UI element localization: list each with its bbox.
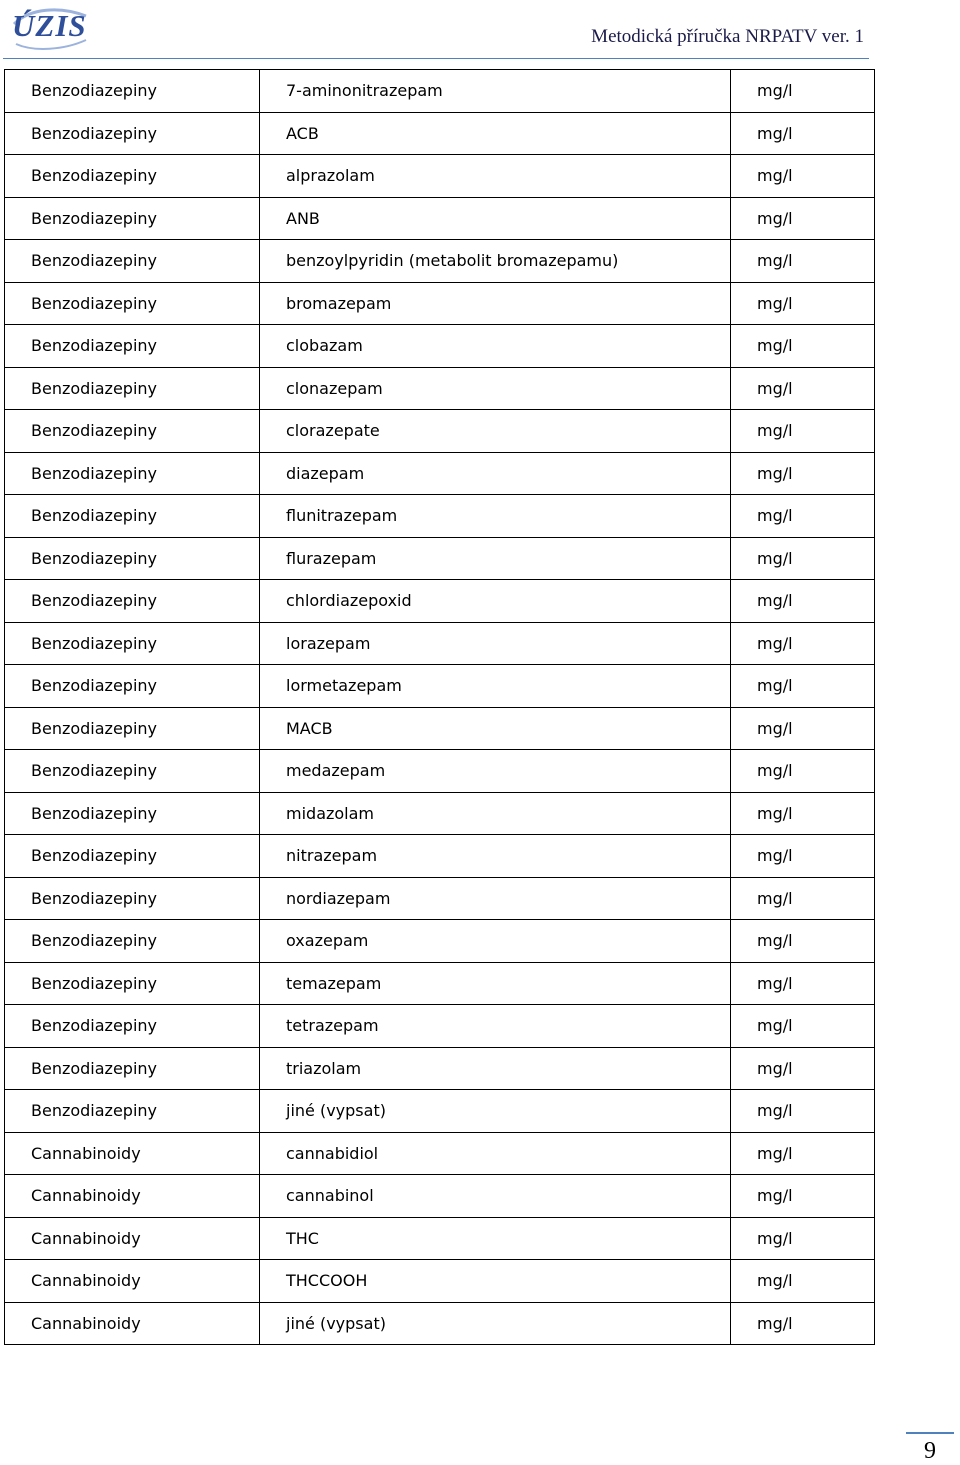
substance-name-cell: diazepam <box>260 452 731 495</box>
table-row <box>5 155 875 198</box>
substance-group-cell: Benzodiazepiny <box>5 665 260 708</box>
table-row <box>5 877 875 920</box>
unit-cell: mg/l <box>731 750 875 793</box>
table-row <box>5 707 875 750</box>
substance-group-cell: Benzodiazepiny <box>5 750 260 793</box>
unit-cell: mg/l <box>731 1302 875 1345</box>
substance-group-cell: Benzodiazepiny <box>5 622 260 665</box>
table-row <box>5 325 875 368</box>
unit-cell: mg/l <box>731 70 875 113</box>
table-row <box>5 580 875 623</box>
substance-name-cell: cannabinol <box>260 1175 731 1218</box>
unit-cell: mg/l <box>731 282 875 325</box>
substance-name-cell: temazepam <box>260 962 731 1005</box>
unit-cell: mg/l <box>731 112 875 155</box>
unit-cell: mg/l <box>731 1047 875 1090</box>
substance-name-cell: ANB <box>260 197 731 240</box>
table-row <box>5 537 875 580</box>
table-row <box>5 282 875 325</box>
substance-group-cell: Cannabinoidy <box>5 1217 260 1260</box>
substance-group-cell: Benzodiazepiny <box>5 962 260 1005</box>
page-header <box>0 0 960 66</box>
substance-name-cell: lormetazepam <box>260 665 731 708</box>
unit-cell: mg/l <box>731 155 875 198</box>
unit-cell: mg/l <box>731 1260 875 1303</box>
substance-group-cell: Benzodiazepiny <box>5 792 260 835</box>
substance-name-cell: lorazepam <box>260 622 731 665</box>
substance-group-cell: Benzodiazepiny <box>5 835 260 878</box>
substance-name-cell: jiné (vypsat) <box>260 1090 731 1133</box>
substance-group-cell: Benzodiazepiny <box>5 1047 260 1090</box>
substance-group-cell: Benzodiazepiny <box>5 877 260 920</box>
substance-group-cell: Benzodiazepiny <box>5 197 260 240</box>
table-row <box>5 920 875 963</box>
substance-group-cell: Benzodiazepiny <box>5 920 260 963</box>
table-row <box>5 70 875 113</box>
table-row <box>5 240 875 283</box>
substance-group-cell: Benzodiazepiny <box>5 452 260 495</box>
substance-group-cell: Benzodiazepiny <box>5 537 260 580</box>
unit-cell: mg/l <box>731 962 875 1005</box>
substance-name-cell: clorazepate <box>260 410 731 453</box>
substance-name-cell: flunitrazepam <box>260 495 731 538</box>
document-title: Metodická příručka NRPATV ver. 1 <box>591 26 864 47</box>
unit-cell: mg/l <box>731 877 875 920</box>
logo-text: ÚZIS <box>12 8 87 43</box>
header-divider <box>3 58 869 59</box>
substance-name-cell: benzoylpyridin (metabolit bromazepamu) <box>260 240 731 283</box>
unit-cell: mg/l <box>731 835 875 878</box>
substance-name-cell: nitrazepam <box>260 835 731 878</box>
substance-name-cell: triazolam <box>260 1047 731 1090</box>
table-row <box>5 1260 875 1303</box>
substance-group-cell: Cannabinoidy <box>5 1132 260 1175</box>
unit-cell: mg/l <box>731 1217 875 1260</box>
table-row <box>5 1302 875 1345</box>
table-row <box>5 197 875 240</box>
substance-name-cell: 7-aminonitrazepam <box>260 70 731 113</box>
table-row <box>5 962 875 1005</box>
unit-cell: mg/l <box>731 1005 875 1048</box>
unit-cell: mg/l <box>731 580 875 623</box>
substance-group-cell: Benzodiazepiny <box>5 1090 260 1133</box>
substance-group-cell: Benzodiazepiny <box>5 410 260 453</box>
substance-name-cell: alprazolam <box>260 155 731 198</box>
table-row <box>5 495 875 538</box>
substance-name-cell: tetrazepam <box>260 1005 731 1048</box>
substance-name-cell: medazepam <box>260 750 731 793</box>
table-row <box>5 1175 875 1218</box>
substance-group-cell: Benzodiazepiny <box>5 112 260 155</box>
substance-name-cell: nordiazepam <box>260 877 731 920</box>
substance-group-cell: Benzodiazepiny <box>5 367 260 410</box>
table-row <box>5 452 875 495</box>
unit-cell: mg/l <box>731 495 875 538</box>
unit-cell: mg/l <box>731 240 875 283</box>
substance-group-cell: Benzodiazepiny <box>5 282 260 325</box>
unit-cell: mg/l <box>731 920 875 963</box>
substance-group-cell: Benzodiazepiny <box>5 495 260 538</box>
table-row <box>5 410 875 453</box>
table-row <box>5 1090 875 1133</box>
table-row <box>5 367 875 410</box>
page-number: 9 <box>924 1438 936 1464</box>
substances-table <box>4 69 875 1345</box>
table-row <box>5 665 875 708</box>
substance-group-cell: Benzodiazepiny <box>5 1005 260 1048</box>
unit-cell: mg/l <box>731 197 875 240</box>
unit-cell: mg/l <box>731 622 875 665</box>
unit-cell: mg/l <box>731 452 875 495</box>
substance-group-cell: Benzodiazepiny <box>5 240 260 283</box>
substance-name-cell: bromazepam <box>260 282 731 325</box>
unit-cell: mg/l <box>731 707 875 750</box>
substance-group-cell: Benzodiazepiny <box>5 707 260 750</box>
substance-name-cell: clobazam <box>260 325 731 368</box>
substance-group-cell: Benzodiazepiny <box>5 580 260 623</box>
substance-group-cell: Benzodiazepiny <box>5 70 260 113</box>
substance-name-cell: oxazepam <box>260 920 731 963</box>
substance-group-cell: Cannabinoidy <box>5 1175 260 1218</box>
table-row <box>5 1217 875 1260</box>
substance-name-cell: midazolam <box>260 792 731 835</box>
table-row <box>5 792 875 835</box>
substance-name-cell: THCCOOH <box>260 1260 731 1303</box>
substance-name-cell: ACB <box>260 112 731 155</box>
substance-name-cell: MACB <box>260 707 731 750</box>
unit-cell: mg/l <box>731 1175 875 1218</box>
unit-cell: mg/l <box>731 1132 875 1175</box>
substance-name-cell: clonazepam <box>260 367 731 410</box>
substance-group-cell: Benzodiazepiny <box>5 325 260 368</box>
table-row <box>5 622 875 665</box>
table-body <box>5 70 875 1345</box>
table-row <box>5 1047 875 1090</box>
unit-cell: mg/l <box>731 537 875 580</box>
substance-group-cell: Benzodiazepiny <box>5 155 260 198</box>
table-row <box>5 112 875 155</box>
table-row <box>5 750 875 793</box>
unit-cell: mg/l <box>731 410 875 453</box>
substance-group-cell: Cannabinoidy <box>5 1302 260 1345</box>
substance-name-cell: flurazepam <box>260 537 731 580</box>
substance-name-cell: cannabidiol <box>260 1132 731 1175</box>
table-row <box>5 1005 875 1048</box>
table-row <box>5 1132 875 1175</box>
unit-cell: mg/l <box>731 1090 875 1133</box>
unit-cell: mg/l <box>731 325 875 368</box>
page-number-divider <box>906 1432 954 1434</box>
unit-cell: mg/l <box>731 792 875 835</box>
table-row <box>5 835 875 878</box>
substance-name-cell: jiné (vypsat) <box>260 1302 731 1345</box>
substance-name-cell: THC <box>260 1217 731 1260</box>
substance-name-cell: chlordiazepoxid <box>260 580 731 623</box>
substance-group-cell: Cannabinoidy <box>5 1260 260 1303</box>
unit-cell: mg/l <box>731 367 875 410</box>
unit-cell: mg/l <box>731 665 875 708</box>
